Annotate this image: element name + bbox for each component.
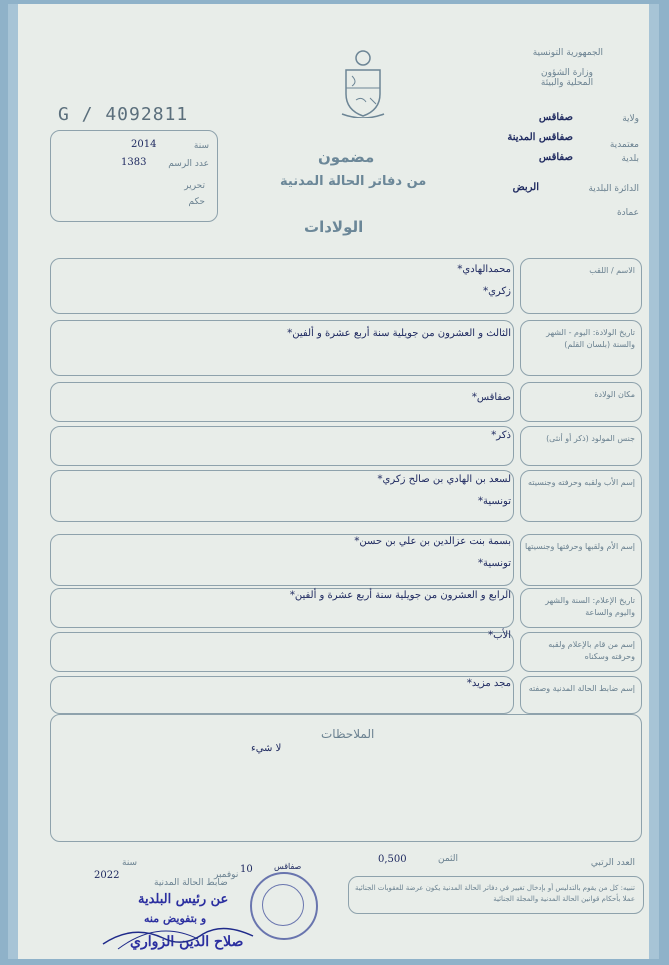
year-value-footer: 2022 — [94, 870, 120, 881]
birth-certificate — [8, 4, 659, 959]
price-value: 0,500 — [378, 854, 407, 865]
field-label-box — [520, 470, 642, 522]
place-value: صفاقس — [274, 862, 302, 871]
number-value: 1383 — [121, 157, 147, 168]
register-label: العدد الرتبي — [590, 858, 635, 868]
field-label: جنس المولود (ذكر أو أنثى) — [546, 434, 635, 443]
field-label: إسم الأب ولقبه وحرفته وجنسيته — [527, 478, 635, 487]
title-extract: مضمون — [318, 148, 375, 166]
signature-scribble-icon — [98, 904, 258, 954]
field-value: تونسية* — [477, 496, 511, 507]
field-label: الاسم / اللقب — [589, 266, 635, 275]
field-label: إسم من قام بالإعلام ولقبه وحرفته وسكناه — [548, 640, 635, 661]
field-value: الرابع و العشرون من جويلية سنة أربع عشرة و ألفين* — [289, 590, 511, 601]
date-month: نوفمبر — [214, 870, 239, 880]
field-value: زكري* — [483, 286, 511, 297]
field-value: صفاقس* — [471, 392, 511, 403]
field-label: تاريخ الولادة: اليوم - الشهر والسنة (بلسان القلم) — [546, 328, 635, 349]
governorate-label: ولاية — [622, 114, 639, 124]
field-value-box — [50, 676, 514, 714]
office-value: الربض — [512, 182, 539, 193]
field-label-box — [520, 320, 642, 376]
copy-label: تحرير — [184, 181, 205, 191]
field-label: إسم الأم ولقبها وحرفتها وجنسيتها — [525, 542, 635, 551]
field-value: الثالث و العشرون من جويلية سنة أربع عشرة و ألفين* — [287, 328, 511, 339]
remarks-box — [50, 714, 642, 842]
remarks-value: لا شيء — [251, 743, 282, 754]
officer-title: ضابط الحالة المدنية — [154, 878, 228, 888]
republic-label: الجمهورية التونسية — [532, 48, 603, 58]
field-value-box — [50, 632, 514, 672]
field-value: تونسية* — [477, 558, 511, 569]
title-from: من دفاتر الحالة المدنية — [280, 174, 427, 189]
field-label-box — [520, 382, 642, 422]
commune-label: بلدية — [621, 154, 639, 164]
field-label-box — [520, 676, 642, 714]
field-value-box — [50, 258, 514, 314]
field-value: الأب* — [488, 630, 511, 641]
judgement-label: حكم — [188, 197, 205, 207]
municipality-label: معتمدية — [609, 140, 639, 150]
field-value: بسمة بنت عزالدين بن علي بن حسن* — [354, 536, 511, 547]
year-label-footer: سنة — [122, 858, 138, 868]
field-label-box — [520, 588, 642, 628]
coat-of-arms-icon — [340, 48, 386, 118]
year-label: سنة — [193, 141, 209, 151]
office-label: الدائرة البلدية — [588, 184, 639, 194]
title-births: الولادات — [304, 218, 364, 236]
number-label: عدد الرسم — [168, 159, 209, 169]
field-label-box — [520, 426, 642, 466]
year-value: 2014 — [131, 139, 157, 150]
field-label-box — [520, 258, 642, 314]
field-label: مكان الولادة — [594, 390, 635, 399]
field-label: تاريخ الإعلام: السنة والشهر واليوم والساعة — [545, 596, 635, 617]
price-label: الثمن — [438, 854, 459, 864]
municipality-value: صفاقس المدينة — [507, 132, 573, 143]
official-seal-icon — [250, 872, 318, 940]
ministry-label: وزارة الشؤون المحلية والبيئة — [540, 68, 594, 88]
serial-number: G / 4092811 — [58, 104, 189, 125]
governorate-value: صفاقس — [538, 112, 573, 123]
date-day: 10 — [240, 864, 253, 875]
field-label: إسم ضابط الحالة المدنية وصفته — [528, 684, 635, 693]
warning-box — [348, 876, 644, 914]
field-value: لسعد بن الهادي بن صالح زكري* — [377, 474, 511, 485]
remarks-label: الملاحظات — [321, 727, 375, 741]
imada-label: عمادة — [616, 208, 639, 218]
registration-box — [50, 130, 218, 222]
field-value: ذكر* — [491, 430, 511, 441]
president-stamp: عن رئيس البلدية — [138, 892, 229, 907]
field-value: محمدالهادي* — [457, 264, 511, 275]
field-value-box — [50, 382, 514, 422]
commune-value: صفاقس — [538, 152, 573, 163]
field-value: مجد مزيد* — [466, 678, 511, 689]
signature-name: صلاح الدين الزواري — [130, 934, 244, 950]
field-label-box — [520, 632, 642, 672]
warning-text: تنبيه: كل من يقوم بالتدليس أو بإدخال تغيير في دفاتر الحالة المدنية يكون عرضة للعقوبات الجنائية عملا بأحكام قوانين الحالة المدنية والمجلة الجنائية — [354, 884, 635, 903]
field-label-box — [520, 534, 642, 586]
delegate-stamp: و بتفويض منه — [144, 912, 207, 925]
field-value-box — [50, 426, 514, 466]
